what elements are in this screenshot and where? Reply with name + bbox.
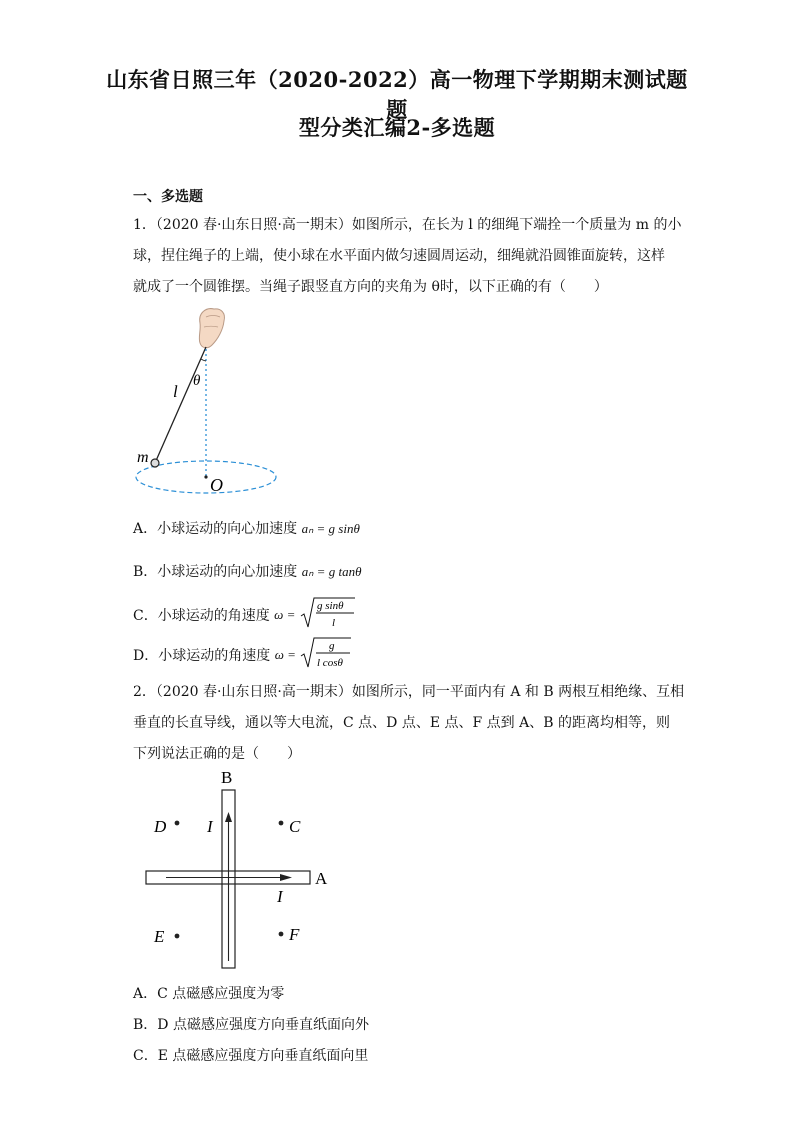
q1-option-b bbox=[133, 561, 361, 581]
q1-text-line-2: 球，捏住绳子的上端，使小球在水平面内做匀速圆周运动，细绳就沿圆锥面旋转，这样 bbox=[133, 248, 665, 264]
conical-pendulum-figure bbox=[128, 305, 288, 500]
q1-option-d-sqrt bbox=[300, 636, 352, 674]
angle-arc bbox=[201, 359, 206, 361]
q2-option-b: B．D 点磁感应强度方向垂直纸面向外 bbox=[133, 1017, 369, 1033]
q1-option-a-text: A．小球运动的向心加速度 bbox=[133, 521, 298, 537]
section-heading: 一、多选题 bbox=[133, 189, 203, 205]
label-A: A bbox=[315, 869, 328, 888]
q1-text-line-3: 就成了一个圆锥摆。当绳子跟竖直方向的夹角为 θ时，以下正确的有（ ） bbox=[133, 279, 608, 295]
label-C: C bbox=[289, 817, 301, 836]
label-O: O bbox=[210, 475, 223, 495]
q1-option-c-numerator: g sinθ bbox=[316, 600, 344, 612]
label-F: F bbox=[289, 925, 300, 944]
label-theta: θ bbox=[193, 373, 201, 389]
q1-option-d-lhs: ω = bbox=[274, 647, 296, 662]
q1-text-line-1: 1．（2020 春·山东日照·高一期末）如图所示，在长为 l 的细绳下端拴一个质量为 m 的小 bbox=[133, 217, 682, 233]
point-E bbox=[175, 934, 180, 939]
document-title-line-2: 型分类汇编2-多选题 bbox=[298, 115, 496, 140]
q1-option-d-denominator: l cosθ bbox=[317, 657, 344, 669]
hand-icon bbox=[199, 309, 224, 348]
point-D bbox=[175, 821, 180, 826]
ball-mass bbox=[151, 459, 159, 467]
label-I-horizontal: I bbox=[277, 887, 283, 906]
label-E: E bbox=[154, 927, 165, 946]
q1-option-a-formula: aₙ = g sinθ bbox=[301, 521, 360, 536]
q1-option-c bbox=[133, 596, 356, 634]
q2-text-line-2: 垂直的长直导线，通以等大电流，C 点、D 点、E 点、F 点到 A、B 的距离均相等，则 bbox=[133, 715, 670, 731]
label-l: l bbox=[173, 382, 178, 401]
q2-option-a: A．C 点磁感应强度为零 bbox=[133, 986, 285, 1002]
crossed-wires-figure bbox=[140, 766, 340, 976]
center-point bbox=[204, 475, 207, 478]
q2-option-c: C．E 点磁感应强度方向垂直纸面向里 bbox=[133, 1048, 369, 1064]
q2-text-line-3: 下列说法正确的是（ ） bbox=[133, 746, 301, 762]
q1-option-c-sqrt bbox=[300, 596, 356, 634]
label-m: m bbox=[137, 449, 149, 466]
q2-text-line-1: 2．（2020 春·山东日照·高一期末）如图所示，同一平面内有 A 和 B 两根互相绝缘、互相 bbox=[133, 684, 685, 700]
label-D: D bbox=[154, 817, 167, 836]
q1-option-a bbox=[133, 518, 360, 538]
q1-option-c-text: C．小球运动的角速度 bbox=[133, 608, 270, 624]
point-F bbox=[279, 932, 284, 937]
label-B: B bbox=[221, 768, 233, 787]
point-C bbox=[279, 821, 284, 826]
q1-option-b-text: B．小球运动的向心加速度 bbox=[133, 564, 298, 580]
document-title-line-1: 山东省日照三年（2020-2022）高一物理下学期期末测试题题 bbox=[106, 67, 688, 122]
q1-option-b-formula: aₙ = g tanθ bbox=[301, 564, 362, 579]
q1-option-d bbox=[133, 636, 352, 674]
q1-option-d-numerator: g bbox=[329, 640, 335, 652]
q1-option-c-lhs: ω = bbox=[274, 607, 296, 622]
label-I-vertical: I bbox=[207, 817, 213, 836]
q1-option-c-denominator: l bbox=[331, 617, 335, 629]
string-line bbox=[155, 347, 206, 463]
q1-option-d-text: D．小球运动的角速度 bbox=[133, 648, 271, 664]
